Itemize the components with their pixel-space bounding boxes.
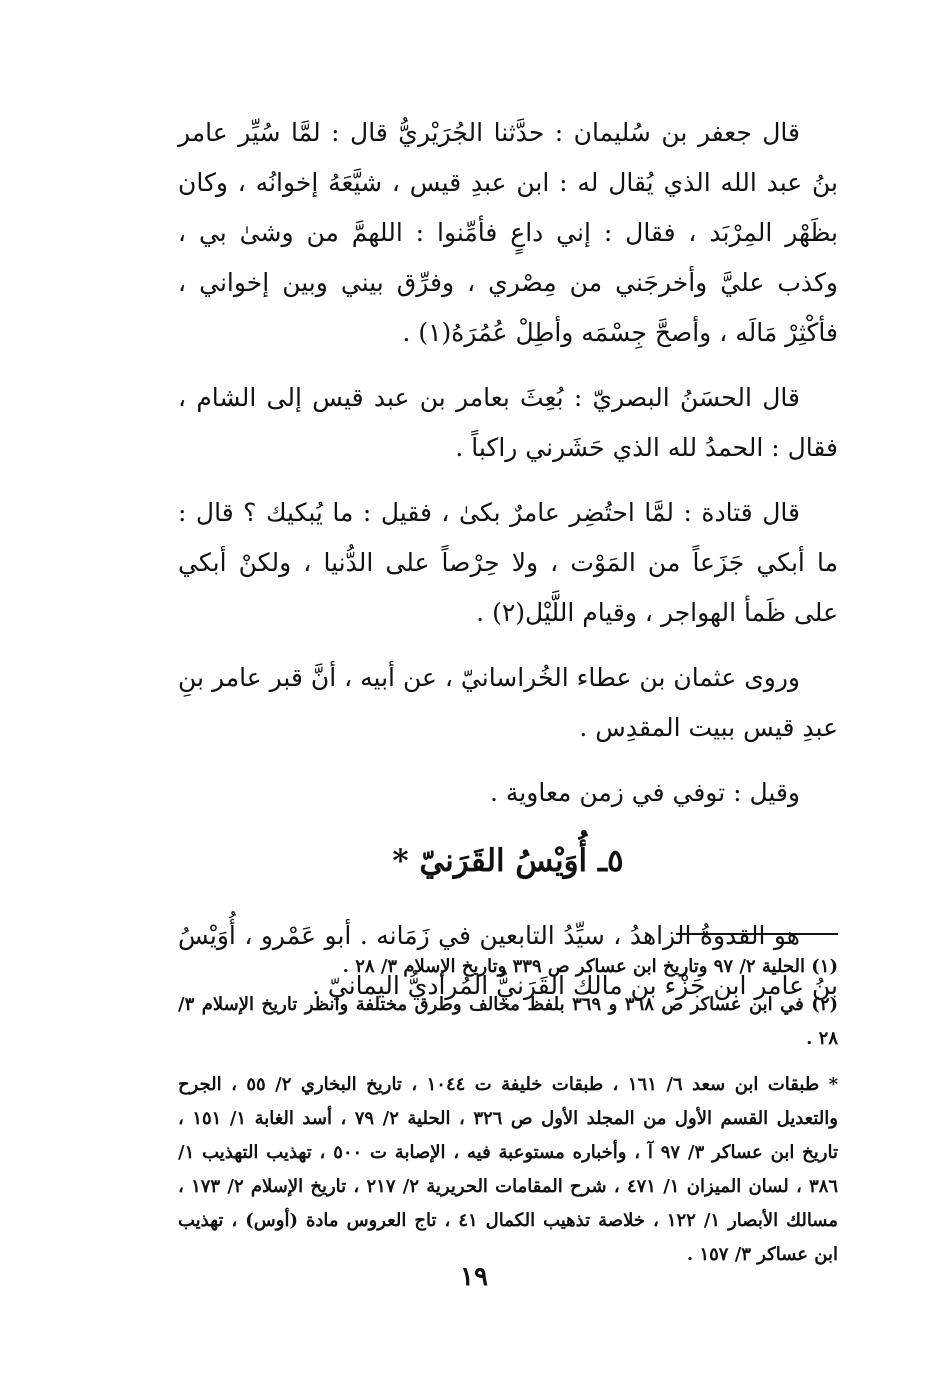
paragraph-qatada: قال قتادة : لمَّا احتُضِر عامرٌ بكىٰ ، فقيل : ما يُبكيك ؟ قال : ما أبكي جَزَعاً من المَوْت ، ولا حِرْصاً على الدُّنيا ، ولكنْ أبكي على ظَمأ الهواجر ، وقيام اللَّيْل(٢) . bbox=[178, 498, 838, 627]
paragraph-jaafar: قال جعفر بن سُليمان : حدَّثنا الجُرَيْريُّ قال : لمَّا سُيِّر عامر بنُ عبد الله الذي يُقال له : ابن عبدِ قيس ، شيَّعَهُ إخوانُه ، وكان بظَهْر المِرْبَد ، فقال : إني داعٍ فأمِّنوا : اللهمَّ من وشىٰ بي ، وكذب عليَّ وأخرجَني من مِصْري ، وفرِّق بيني وبين إخواني ، فأكْثِرْ مَالَه ، وأصحَّ جِسْمَه وأطِلْ عُمُرَهُ(١) . bbox=[178, 118, 838, 347]
paragraph-bio: هو القدوةُ الزاهدُ ، سيِّدُ التابعين في زَمَانه . أبو عَمْرو ، أُوَيْسُ بنُ عامر ابن جَزْء بن مالك القَرَنيُّ المُراديُّ اليمانيّ . bbox=[178, 921, 838, 1000]
paragraph-hasan: قال الحسَنُ البصريّ : بُعِثَ بعامر بن عبد قيس إلى الشام ، فقال : الحمدُ لله الذي حَشَرني راكباً . bbox=[178, 383, 838, 462]
footnotes-block bbox=[178, 950, 838, 1276]
page-number: ١٩ bbox=[460, 1262, 488, 1292]
footnote-divider bbox=[676, 933, 838, 935]
section-heading: ٥ـ أُوَيْسُ القَرَنيّ * bbox=[392, 843, 624, 879]
paragraph-uthman: وروى عثمان بن عطاء الخُراسانيّ ، عن أبيه ، أنَّ قبر عامر بنِ عبدِ قيس ببيت المقدِس . bbox=[178, 663, 838, 742]
main-text-block bbox=[178, 108, 838, 1026]
footnote-2: (٢) في ابن عساكر ص ٣٦٨ و ٣٦٩ بلفظ مخالف وطرق مختلفة وانظر تاريخ الإسلام ٣/ ٢٨ . bbox=[178, 994, 839, 1049]
footnote-1: (١) الحلية ٢/ ٩٧ وتاريخ ابن عساكر ص ٣٣٩ وتاريخ الإسلام ٣/ ٢٨ . bbox=[342, 956, 838, 977]
source-references: * طبقات ابن سعد ٦/ ١٦١ ، طبقات خليفة ت ١٠٤٤ ، تاريخ البخاري ٢/ ٥٥ ، الجرح والتعديل القسم الأول من المجلد الأول ص ٣٢٦ ، الحلية ٢/ ٧٩ ، أسد الغابة ١/ ١٥١ ، تاريخ ابن عساكر ٣/ ٩٧ آ ، وأخباره مستوعبة فيه ، الإصابة ت ٥٠٠ ، تهذيب التهذيب ١/ ٣٨٦ ، لسان الميزان ١/ ٤٧١ ، شرح المقامات الحريرية ٢/ ٢١٧ ، تاريخ الإسلام ٢/ ١٧٣ ، مسالك الأبصار ١/ ١٢٢ ، خلاصة تذهيب الكمال ٤١ ، تاج العروس مادة (أوس) ، تهذيب ابن عساكر ٣/ ١٥٧ . bbox=[178, 1074, 839, 1265]
paragraph-death: وقيل : توفي في زمن معاوية . bbox=[490, 778, 800, 807]
